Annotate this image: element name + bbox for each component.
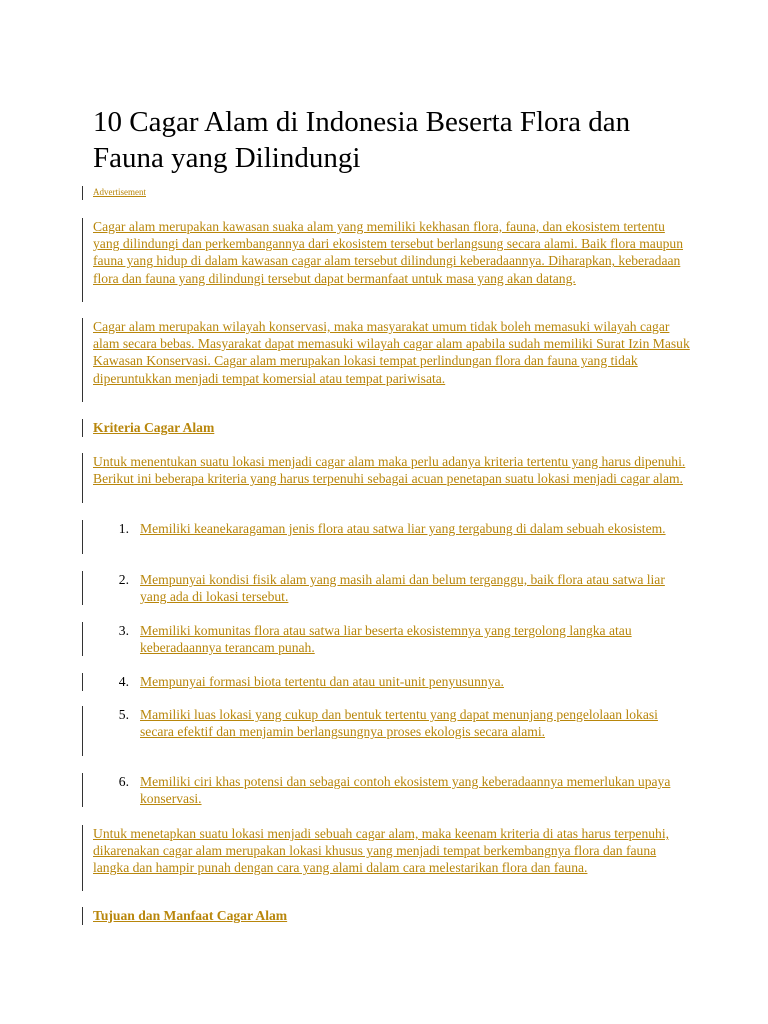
intro-paragraph-link[interactable]: Cagar alam merupakan kawasan suaka alam yang memiliki kekhasan flora, fauna, dan ekosistem tertentu yang dilindungi dan perkembangannya dari ekosistem tersebut berlangsung secara alami. Baik flora maupun fauna yang hidup di dalam kawasan cagar alam tersebut dilindungi keberadaannya. Diharapkan, keberadaan flora dan fauna yang dilindungi tersebut dapat bermanfaat untuk masa yang akan datang. — [93, 219, 684, 286]
criteria-item-link[interactable]: Mempunyai formasi biota tertentu dan atau unit-unit penyusunnya. — [140, 674, 504, 689]
advertisement-block — [82, 186, 146, 200]
criteria-summary-paragraph-link[interactable]: Untuk menetapkan suatu lokasi menjadi sebuah cagar alam, maka keenam kriteria di atas harus terpenuhi, dikarenakan cagar alam merupakan lokasi khusus yang menjadi tempat berkembangnya flora dan fauna langka dan hampir punah dengan cara yang alami dalam cara melestarikan flora dan fauna. — [93, 826, 670, 876]
list-item — [82, 622, 685, 656]
list-item — [82, 773, 685, 807]
paragraph-block — [82, 825, 693, 891]
criteria-item-link[interactable]: Mamiliki luas lokasi yang cukup dan bentuk tertentu yang dapat menunjang pengelolaan lokasi secara efektif dan menjamin berlangsungnya proses ekologis secara alami. — [140, 707, 658, 740]
list-number: 5. — [118, 707, 129, 722]
list-number: 6. — [118, 774, 129, 789]
list-item — [82, 520, 685, 554]
section-heading-block — [82, 419, 214, 437]
paragraph-block — [82, 453, 693, 503]
heading-tujuan-link[interactable]: Tujuan dan Manfaat Cagar Alam — [93, 908, 288, 923]
list-item — [82, 673, 685, 691]
list-number: 4. — [118, 674, 129, 689]
criteria-intro-paragraph-link[interactable]: Untuk menentukan suatu lokasi menjadi cagar alam maka perlu adanya kriteria tertentu yang harus dipenuhi. Berikut ini beberapa kriteria yang harus terpenuhi sebagai acuan penetapan suatu lokasi menjadi cagar alam. — [93, 454, 686, 487]
paragraph-block — [82, 318, 693, 402]
advertisement-link[interactable]: Advertisement — [93, 187, 146, 197]
list-item — [82, 571, 685, 605]
article-title: 10 Cagar Alam di Indonesia Beserta Flora dan Fauna yang Dilindungi — [93, 106, 631, 174]
section-heading-block — [82, 907, 287, 925]
heading-kriteria-link[interactable]: Kriteria Cagar Alam — [93, 420, 215, 435]
conservation-paragraph-link[interactable]: Cagar alam merupakan wilayah konservasi, maka masyarakat umum tidak boleh memasuki wilayah cagar alam secara bebas. Masyarakat dapat memasuki wilayah cagar alam apabila sudah memiliki Surat Izin Masuk Kawasan Konservasi. Cagar alam merupakan lokasi tempat perlindungan flora dan fauna yang tidak diperuntukkan menjadi tempat komersial atau tempat pariwisata. — [93, 319, 690, 386]
list-item — [82, 706, 685, 756]
criteria-item-link[interactable]: Memiliki keanekaragaman jenis flora atau satwa liar yang tergabung di dalam sebuah ekosistem. — [140, 521, 666, 536]
list-number: 1. — [118, 521, 129, 536]
list-number: 3. — [118, 623, 129, 638]
criteria-item-link[interactable]: Memiliki ciri khas potensi dan sebagai contoh ekosistem yang keberadaannya memerlukan upaya konservasi. — [140, 774, 671, 807]
criteria-item-link[interactable]: Mempunyai kondisi fisik alam yang masih alami dan belum terganggu, baik flora atau satwa liar yang ada di lokasi tersebut. — [140, 572, 665, 605]
criteria-item-link[interactable]: Memiliki komunitas flora atau satwa liar beserta ekosistemnya yang tergolong langka atau keberadaannya terancam punah. — [140, 623, 632, 656]
paragraph-block — [82, 218, 693, 302]
list-number: 2. — [118, 572, 129, 587]
